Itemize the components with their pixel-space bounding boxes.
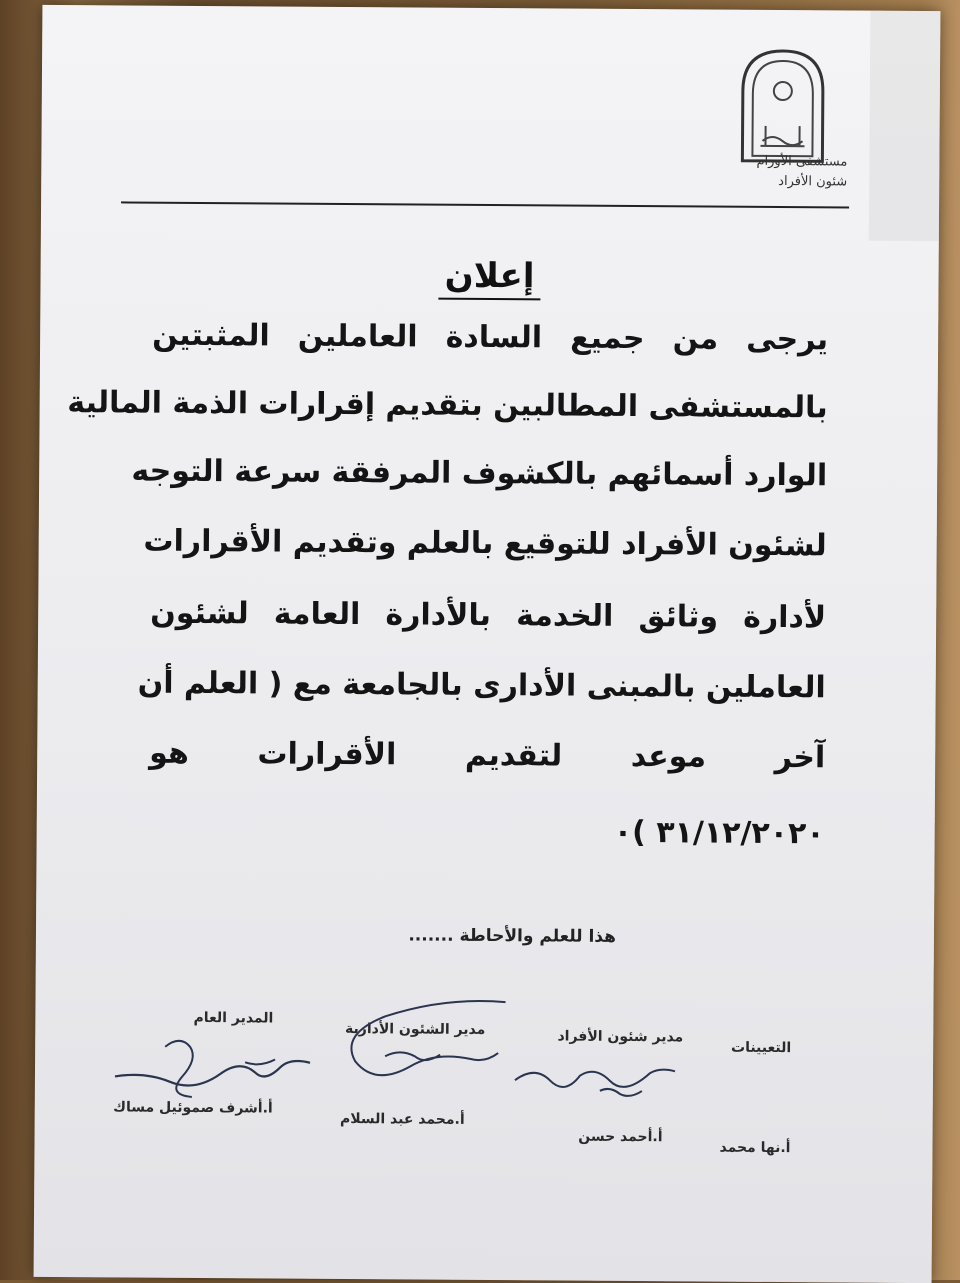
body-line-5: لأدارة وثائق الخدمة بالأدارة العامة لشئون [150, 595, 827, 636]
body-line-3: الوارد أسمائهم بالكشوف المرفقة سرعة التوجه [131, 453, 828, 494]
signature-name-personnel: أ.أحمد حسن [578, 1128, 663, 1146]
closing-line: هذا للعلم والأحاطة ....... [408, 925, 617, 947]
announcement-title [40, 253, 938, 299]
body-line-6: العاملين بالمبنى الأدارى بالجامعة مع ( العلم أن [137, 665, 826, 706]
body-line-1: يرجى من جميع السادة العاملين المثبتين [152, 317, 829, 358]
tape-strip [869, 11, 941, 241]
hospital-name: مستشفى الأورام [756, 153, 848, 170]
body-line-7: آخر موعد لتقديم الأقرارات هو [149, 735, 826, 776]
signature-personnel-scribble [505, 1050, 685, 1101]
signature-title-appointments: التعيينات [730, 1039, 792, 1057]
body-line-8: ٣١/١٢/٢٠٢٠ )٠ [613, 814, 825, 852]
body-line-4: لشئون الأفراد للتوقيع بالعلم وتقديم الأقرارات [143, 523, 827, 564]
department-name: شئون الأفراد [778, 174, 848, 190]
notice-paper [34, 5, 941, 1283]
signature-general-manager-scribble [105, 1031, 335, 1103]
signature-title-personnel: مدير شئون الأفراد [557, 1028, 684, 1046]
signature-title-general-manager: المدير العام [193, 1009, 274, 1027]
signature-title-admin: مدير الشئون الأدارية [345, 1021, 486, 1038]
signature-name-appointments: أ.نها محمد [719, 1139, 791, 1157]
signature-name-admin: أ.محمد عبد السلام [339, 1110, 465, 1128]
signature-admin-scribble [315, 991, 516, 1082]
university-logo [727, 46, 838, 167]
signature-name-general-manager: أ.أشرف صموئيل مساك [113, 1099, 273, 1117]
announcement-title-text: إعلان [439, 256, 541, 301]
body-line-2: بالمستشفى المطالبين بتقديم إقرارات الذمة المالية [67, 385, 828, 426]
header-divider [121, 201, 849, 208]
